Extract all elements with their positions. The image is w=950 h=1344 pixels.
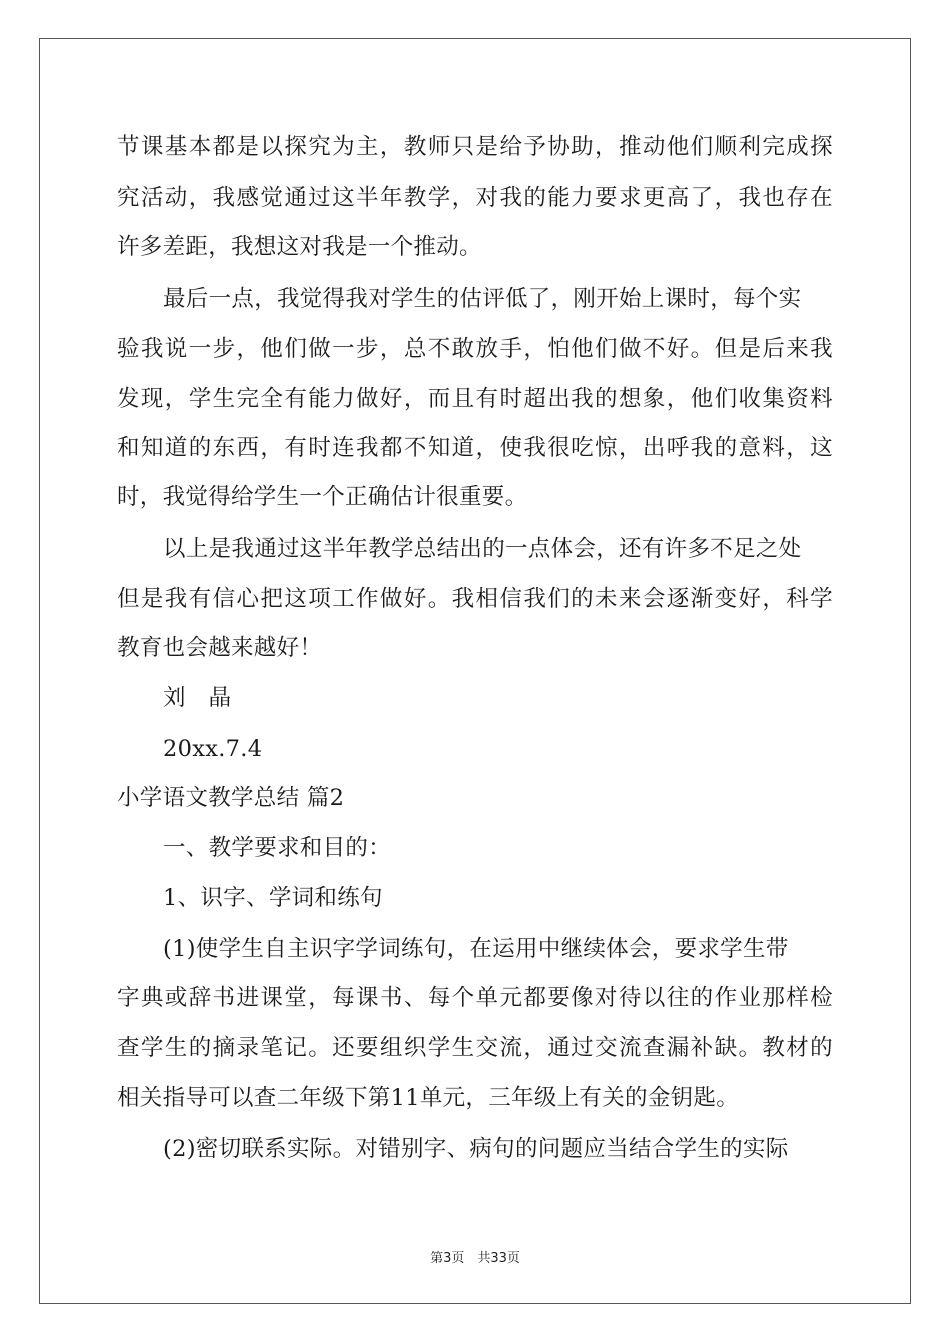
text-line: 究活动，我感觉通过这半年教学，对我的能力要求更高了，我也存在	[117, 185, 833, 211]
text-line: 但是我有信心把这项工作做好。我相信我们的未来会逐渐变好，科学	[117, 586, 833, 612]
page-footer: 第3页 共33页	[430, 1251, 520, 1266]
page-border	[39, 38, 911, 1304]
text-line: 教育也会越来越好！	[117, 635, 323, 661]
text-line: (1)使学生自主识字学词练句，在运用中继续体会，要求学生带	[163, 936, 789, 962]
date-line: 20xx.7.4	[163, 736, 263, 762]
text-line: 时，我觉得给学生一个正确估计很重要。	[117, 484, 528, 510]
author-name: 刘 晶	[163, 685, 232, 711]
text-line: 相关指导可以查二年级下第11单元，三年级上有关的金钥匙。	[117, 1085, 740, 1111]
section-title: 小学语文教学总结 篇2	[117, 785, 345, 811]
text-line: 查学生的摘录笔记。还要组织学生交流，通过交流查漏补缺。教材的	[117, 1035, 833, 1061]
text-line: 最后一点，我觉得我对学生的估评低了，刚开始上课时，每个实	[163, 286, 802, 312]
text-line: 节课基本都是以探究为主，教师只是给予协助，推动他们顺利完成探	[117, 134, 833, 160]
text-line: (2)密切联系实际。对错别字、病句的问题应当结合学生的实际	[163, 1136, 789, 1162]
text-line: 一、教学要求和目的：	[163, 835, 392, 861]
text-line: 1、识字、学词和练句	[163, 885, 383, 911]
text-line: 发现，学生完全有能力做好，而且有时超出我的想象，他们收集资料	[117, 386, 833, 412]
text-line: 以上是我通过这半年教学总结出的一点体会，还有许多不足之处	[163, 536, 802, 562]
text-line: 字典或辞书进课堂，每课书、每个单元都要像对待以往的作业那样检	[117, 985, 833, 1011]
text-line: 许多差距，我想这对我是一个推动。	[117, 234, 482, 260]
text-line: 验我说一步，他们做一步，总不敢放手，怕他们做不好。但是后来我	[117, 336, 833, 362]
text-line: 和知道的东西，有时连我都不知道，使我很吃惊，出呼我的意料，这	[117, 435, 833, 461]
